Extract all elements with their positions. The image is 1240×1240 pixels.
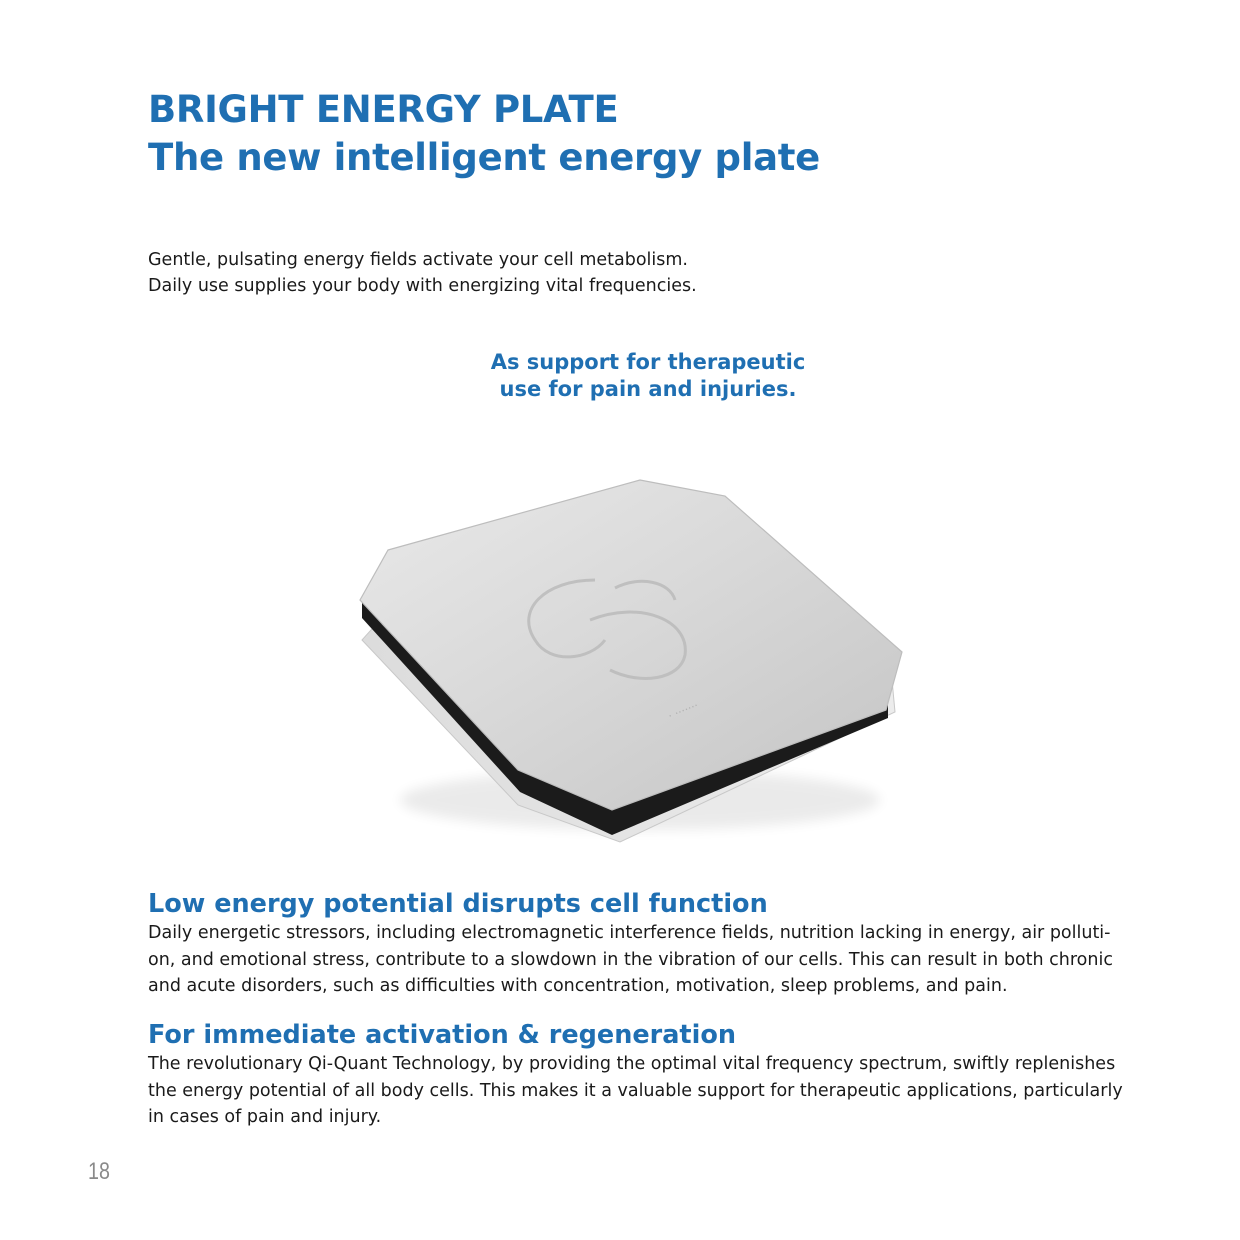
section-2-line-3: in cases of pain and injury. xyxy=(148,1107,382,1127)
page-number: 18 xyxy=(88,1158,110,1185)
section-body-low-energy xyxy=(148,920,1152,1000)
section-activation xyxy=(148,1019,1152,1131)
section-1-line-1: Daily energetic stressors, including electromagnetic interference fields, nutrition lacking in energy, air polluti- xyxy=(148,923,1111,943)
callout-line-1: As support for therapeutic xyxy=(490,350,806,374)
intro-text xyxy=(148,247,697,299)
section-heading-activation: For immediate activation & regeneration xyxy=(148,1020,737,1050)
title-line-1: BRIGHT ENERGY PLATE xyxy=(148,88,619,131)
page-title xyxy=(148,86,820,182)
callout-line-2: use for pain and injuries. xyxy=(499,377,797,401)
section-1-line-3: and acute disorders, such as difficulties with concentration, motivation, sleep problems, and pain. xyxy=(148,976,1008,996)
energy-plate-illustration xyxy=(340,470,920,860)
section-1-line-2: on, and emotional stress, contribute to a slowdown in the vibration of our cells. This can result in both chronic xyxy=(148,949,1113,970)
title-line-2: The new intelligent energy plate xyxy=(148,136,820,179)
section-body-activation xyxy=(148,1051,1152,1131)
energy-plate-image xyxy=(340,470,920,860)
embossed-brand-mark: · ······· xyxy=(666,698,701,723)
section-2-line-2: the energy potential of all body cells. This makes it a valuable support for therapeutic applications, particularly xyxy=(148,1080,1123,1101)
section-low-energy xyxy=(148,888,1152,1000)
intro-line-1: Gentle, pulsating energy fields activate your cell metabolism. xyxy=(148,250,688,270)
intro-line-2: Daily use supplies your body with energizing vital frequencies. xyxy=(148,276,697,296)
therapy-callout xyxy=(448,349,848,403)
section-heading-low-energy: Low energy potential disrupts cell function xyxy=(148,889,768,919)
plate-top-surface xyxy=(360,480,902,810)
section-2-line-1: The revolutionary Qi-Quant Technology, by providing the optimal vital frequency spectrum, swiftly replenishes xyxy=(148,1054,1116,1074)
